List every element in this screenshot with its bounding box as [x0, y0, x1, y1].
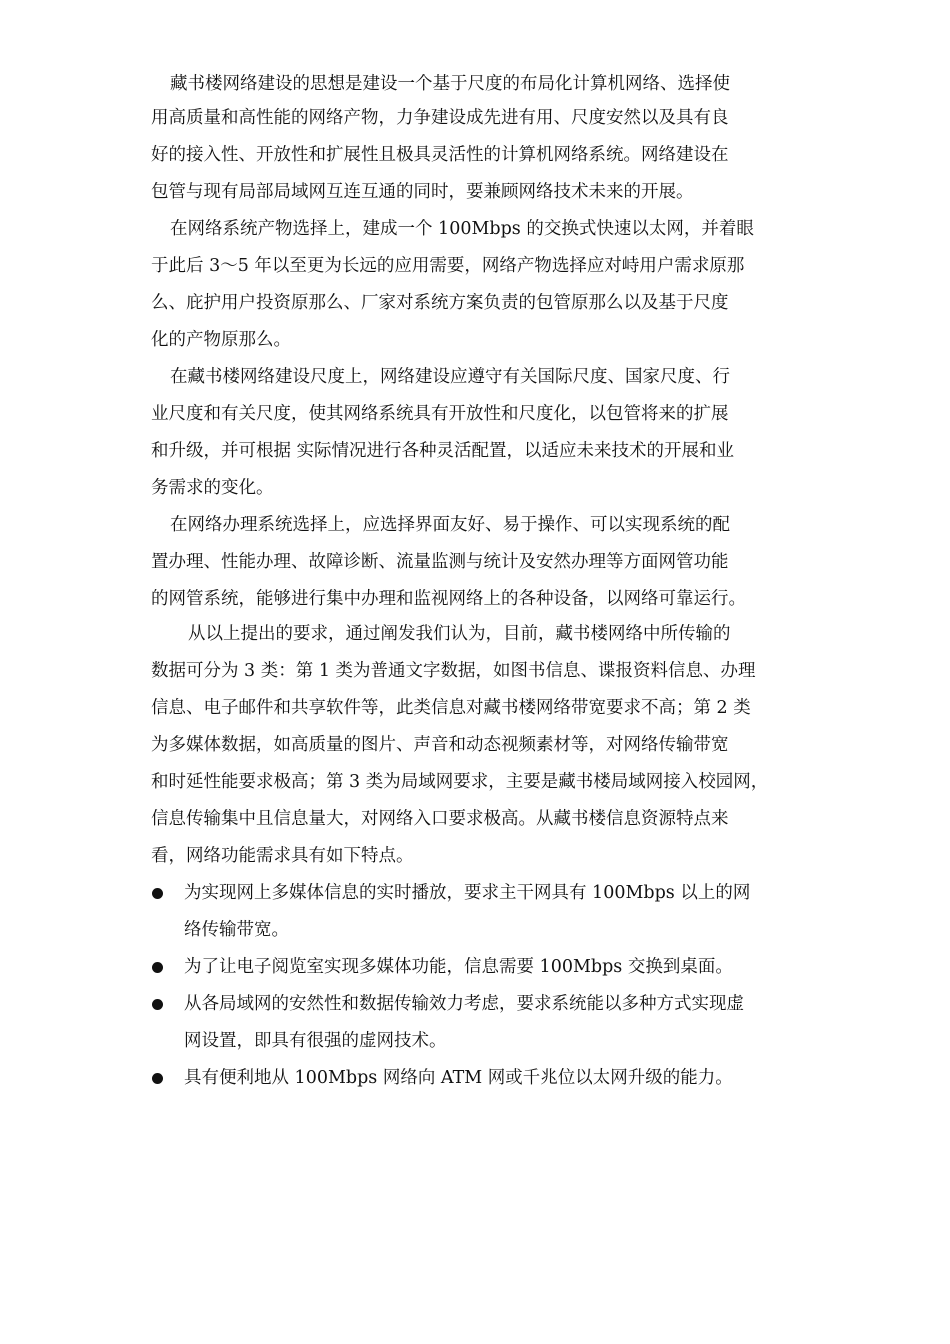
paragraph-line: 在网络系统产物选择上，建成一个 100Mbps 的交换式快速以太网，并着眼 [170, 219, 754, 239]
paragraph-line: 和升级，并可根据 实际情况进行各种灵活配置，以适应未来技术的开展和业 [151, 441, 735, 461]
paragraph-line: 么、庇护用户投资原那么、厂家对系统方案负责的包管原那么以及基于尺度 [151, 293, 729, 313]
paragraph-line: 的网管系统，能够进行集中办理和监视网络上的各种设备，以网络可靠运行。 [151, 589, 746, 609]
bullet-line: 从各局域网的安然性和数据传输效力考虑，要求系统能以多种方式实现虚 [184, 994, 744, 1014]
paragraph-line: 用高质量和高性能的网络产物，力争建设成先进有用、尺度安然以及具有良 [151, 108, 729, 128]
paragraph-line: 和时延性能要求极高；第 3 类为局域网要求，主要是藏书楼局域网接入校园网， [151, 772, 769, 792]
paragraph-line: 好的接入性、开放性和扩展性且极具灵活性的计算机网络系统。网络建设在 [151, 145, 729, 165]
bullet-line: 为实现网上多媒体信息的实时播放，要求主干网具有 100Mbps 以上的网 [184, 883, 751, 903]
bullet-line: 网设置，即具有很强的虚网技术。 [184, 1031, 447, 1051]
paragraph-line: 务需求的变化。 [151, 478, 274, 498]
paragraph-line: 在网络办理系统选择上，应选择界面友好、易于操作、可以实现系统的配 [170, 515, 730, 535]
paragraph-line: 为多媒体数据，如高质量的图片、声音和动态视频素材等，对网络传输带宽 [151, 735, 729, 755]
bullet-dot-icon [152, 888, 163, 899]
paragraph-line: 业尺度和有关尺度，使其网络系统具有开放性和尺度化，以包管将来的扩展 [151, 404, 729, 424]
paragraph-line: 在藏书楼网络建设尺度上，网络建设应遵守有关国际尺度、国家尺度、行 [170, 367, 730, 387]
paragraph-line: 数据可分为 3 类：第 1 类为普通文字数据，如图书信息、谍报资料信息、办理 [151, 661, 756, 681]
paragraph-line: 看，网络功能需求具有如下特点。 [151, 846, 414, 866]
paragraph-line: 信息传输集中且信息量大，对网络入口要求极高。从藏书楼信息资源特点来 [151, 809, 729, 829]
bullet-line: 为了让电子阅览室实现多媒体功能，信息需要 100Mbps 交换到桌面。 [184, 957, 733, 977]
bullet-dot-icon [152, 999, 163, 1010]
bullet-line: 具有便利地从 100Mbps 网络向 ATM 网或千兆位以太网升级的能力。 [184, 1068, 733, 1088]
paragraph-line: 置办理、性能办理、故障诊断、流量监测与统计及安然办理等方面网管功能 [151, 552, 729, 572]
paragraph-line: 于此后 3～5 年以至更为长远的应用需要，网络产物选择应对峙用户需求原那 [151, 256, 745, 276]
paragraph-line: 从以上提出的要求，通过阐发我们认为，目前，藏书楼网络中所传输的 [188, 624, 731, 644]
paragraph-line: 藏书楼网络建设的思想是建设一个基于尺度的布局化计算机网络、选择使 [170, 74, 730, 94]
paragraph-line: 包管与现有局部局域网互连互通的同时，要兼顾网络技术未来的开展。 [151, 182, 694, 202]
paragraph-line: 信息、电子邮件和共享软件等，此类信息对藏书楼网络带宽要求不高；第 2 类 [151, 698, 751, 718]
bullet-line: 络传输带宽。 [184, 920, 289, 940]
bullet-dot-icon [152, 1073, 163, 1084]
paragraph-line: 化的产物原那么。 [151, 330, 291, 350]
bullet-dot-icon [152, 962, 163, 973]
